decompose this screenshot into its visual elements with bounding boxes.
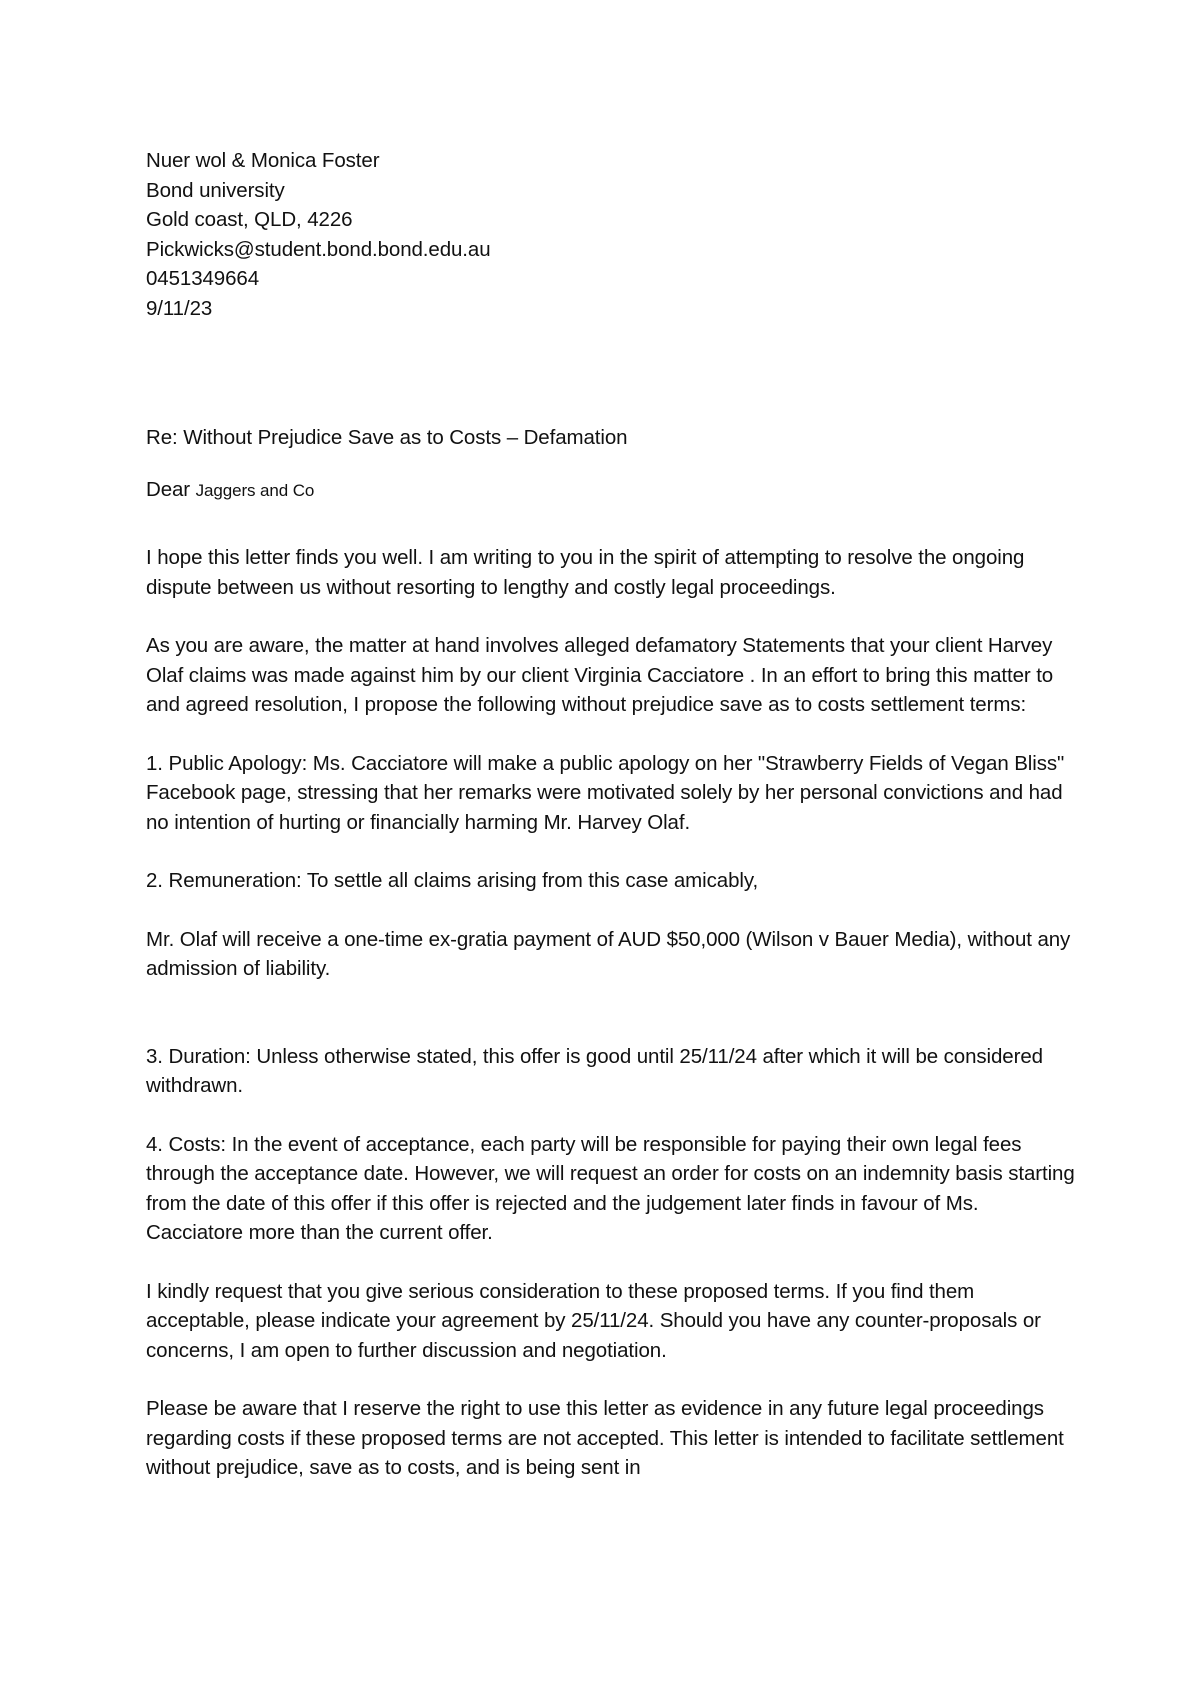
sender-address: Gold coast, QLD, 4226 [146,208,353,231]
letter-date: 9/11/23 [146,296,213,320]
term-costs: 4. Costs: In the event of acceptance, each party will be responsible for paying their own legal fees through the acceptance date. However, we will request an order for costs on an indemnity basis starting from the date of this offer if this offer is rejected and the judgement later finds in favour of Ms. Cacciatore more than the current offer. [146,1132,1075,1244]
sender-names: Nuer wol & Monica Foster [146,149,380,172]
paragraph-reservation: Please be aware that I reserve the right to use this letter as evidence in any future legal proceedings regarding costs if these proposed terms are not accepted. This letter is intended to facilitate settlement without prejudice, save as to costs, and is being sent in [146,1397,1064,1479]
sender-phone: 0451349664 [146,267,260,290]
term-public-apology: 1. Public Apology: Ms. Cacciatore will make a public apology on her "Strawberry Fields of Vegan Bliss" Facebook page, stressing that her remarks were motivated solely by her personal convictions and had no intention of hurting or financially harming Mr. Harvey Olaf. [146,751,1065,834]
paragraph-background: As you are aware, the matter at hand involves alleged defamatory Statements that your client Harvey Olaf claims was made against him by our client Virginia Cacciatore . In an effort to bring this matter to and agreed resolution, I propose the following without prejudice save as to costs settlement terms: [146,634,1054,716]
sender-email: Pickwicks@student.bond.bond.edu.au [146,237,491,261]
term-remuneration-body: Mr. Olaf will receive a one-time ex-gratia payment of AUD $50,000 (Wilson v Bauer Media), without any admission of liability. [146,927,1071,980]
paragraph-intro: I hope this letter finds you well. I am writing to you in the spirit of attempting to resolve the ongoing dispute between us without resorting to lengthy and costly legal proceedings. [146,546,1025,599]
paragraph-request: I kindly request that you give serious consideration to these proposed terms. If you find them acceptable, please indicate your agreement by 25/11/24. Should you have any counter-proposals or concerns, I am open to further discussion and negotiation. [146,1279,1041,1362]
letter-body [146,146,1076,1483]
subject-line: Re: Without Prejudice Save as to Costs – Defamation [146,426,628,449]
sender-institution: Bond university [146,178,285,202]
salutation-greeting: Dear [146,477,191,501]
term-remuneration-heading: 2. Remuneration: To settle all claims arising from this case amicably, [146,869,759,892]
salutation [146,475,1076,506]
sender-block [146,146,1076,323]
salutation-recipient: Jaggers and Co [195,480,315,500]
term-duration: 3. Duration: Unless otherwise stated, this offer is good until 25/11/24 after which it will be considered withdrawn. [146,1044,1043,1097]
